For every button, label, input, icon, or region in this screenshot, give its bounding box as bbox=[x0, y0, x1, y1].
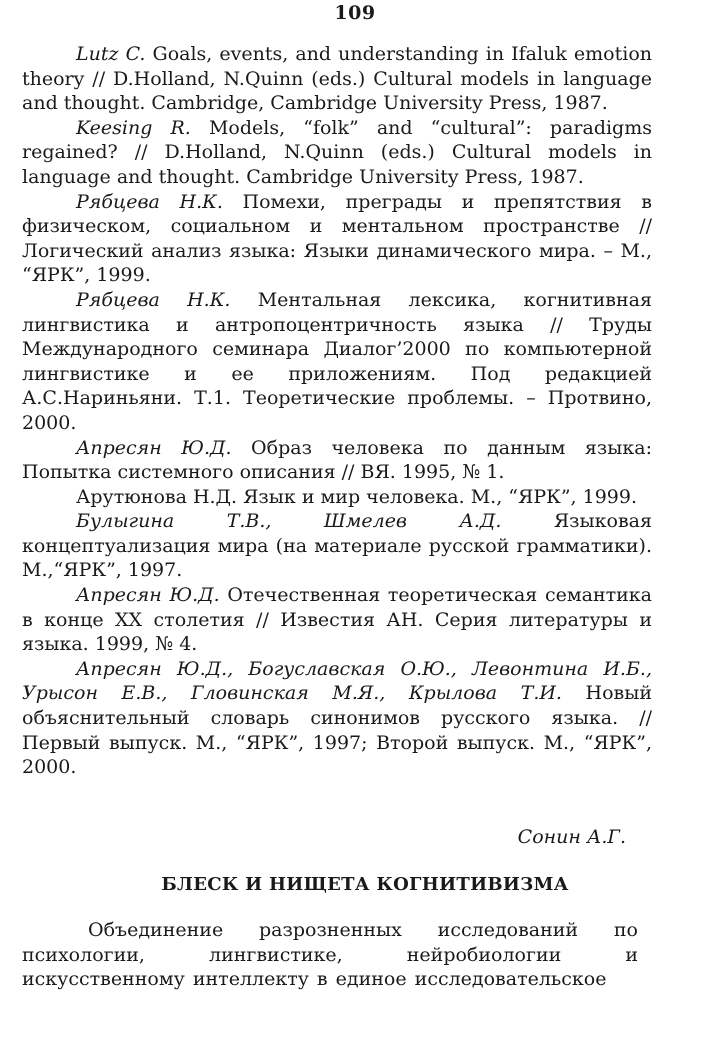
reference-author: Булыгина Т.В., Шмелев А.Д. bbox=[76, 510, 502, 533]
reference-entry bbox=[22, 190, 652, 288]
reference-list bbox=[22, 42, 652, 780]
reference-text: Арутюнова Н.Д. Язык и мир человека. М., “ЯРК”, 1999. bbox=[76, 485, 638, 508]
reference-entry bbox=[22, 657, 652, 780]
reference-author: Keesing R. bbox=[76, 116, 191, 139]
reference-author: Рябцева Н.К. bbox=[76, 288, 231, 311]
reference-text: Ментальная лексика, когнитивная лингвистика и антропоцентричность языка // Труды Международного семинара Диалог’2000 по компьютерной лингвистике и ее приложениям. Под редакцией А.С.Нариньяни. Т.1. Теоретические проблемы. – Протвино, 2000. bbox=[22, 288, 652, 434]
reference-entry bbox=[22, 42, 652, 116]
reference-author: Lutz C. bbox=[76, 43, 146, 65]
reference-author: Апресян Ю.Д., Богуславская О.Ю., Левонтина И.Б., Урысон Е.В., Гловинская М.Я., Крылова Т.И. bbox=[22, 657, 652, 705]
reference-text: Помехи, преграды и препятствия в физическом, социальном и ментальном пространстве // Логический анализ языка: Языки динамического мира. – М., “ЯРК”, 1999. bbox=[22, 190, 652, 287]
reference-text: Новый объяснительный словарь синонимов русского языка. // Первый выпуск. М., “ЯРК”, 1997; Второй выпуск. М., “ЯРК”, 2000. bbox=[22, 682, 653, 779]
reference-entry bbox=[22, 436, 652, 485]
reference-text: Отечественная теоретическая семантика в конце XX столетия // Известия АН. Серия литературы и языка. 1999, № 4. bbox=[22, 584, 653, 656]
author-signature: Сонин А.Г. bbox=[517, 826, 626, 848]
reference-text: Goals, events, and understanding in Ifaluk emotion theory // D.Holland, N.Quinn (eds.) Cultural models in language and thought. Cambridge, Cambridge University Press, 1987. bbox=[22, 43, 652, 115]
reference-entry bbox=[22, 509, 652, 583]
reference-text: Языковая концептуализация мира (на материале русской грамматики). М.,“ЯРК”, 1997. bbox=[22, 510, 652, 582]
reference-entry bbox=[22, 116, 652, 190]
reference-text: Models, “folk” and “cultural”: paradigms regained? // D.Holland, N.Quinn (eds.) Cultural models in language and thought. Cambridge University Press, 1987. bbox=[22, 116, 652, 188]
section-title: БЛЕСК И НИЩЕТА КОГНИТИВИЗМА bbox=[161, 874, 569, 895]
section-paragraph: Объединение разрозненных исследований по психологии, лингвистике, нейробиологии и искусственному интеллекту в единое исследовательское bbox=[22, 919, 638, 991]
reference-text: Образ человека по данным языка: Попытка системного описания // ВЯ. 1995, № 1. bbox=[22, 436, 652, 484]
reference-entry bbox=[22, 485, 652, 510]
reference-author: Апресян Ю.Д. bbox=[76, 436, 232, 459]
reference-author: Апресян Ю.Д. bbox=[76, 584, 220, 607]
reference-author: Рябцева Н.К. bbox=[76, 190, 223, 213]
page-number: 109 bbox=[334, 2, 376, 24]
reference-entry bbox=[22, 288, 652, 436]
reference-entry bbox=[22, 583, 652, 657]
